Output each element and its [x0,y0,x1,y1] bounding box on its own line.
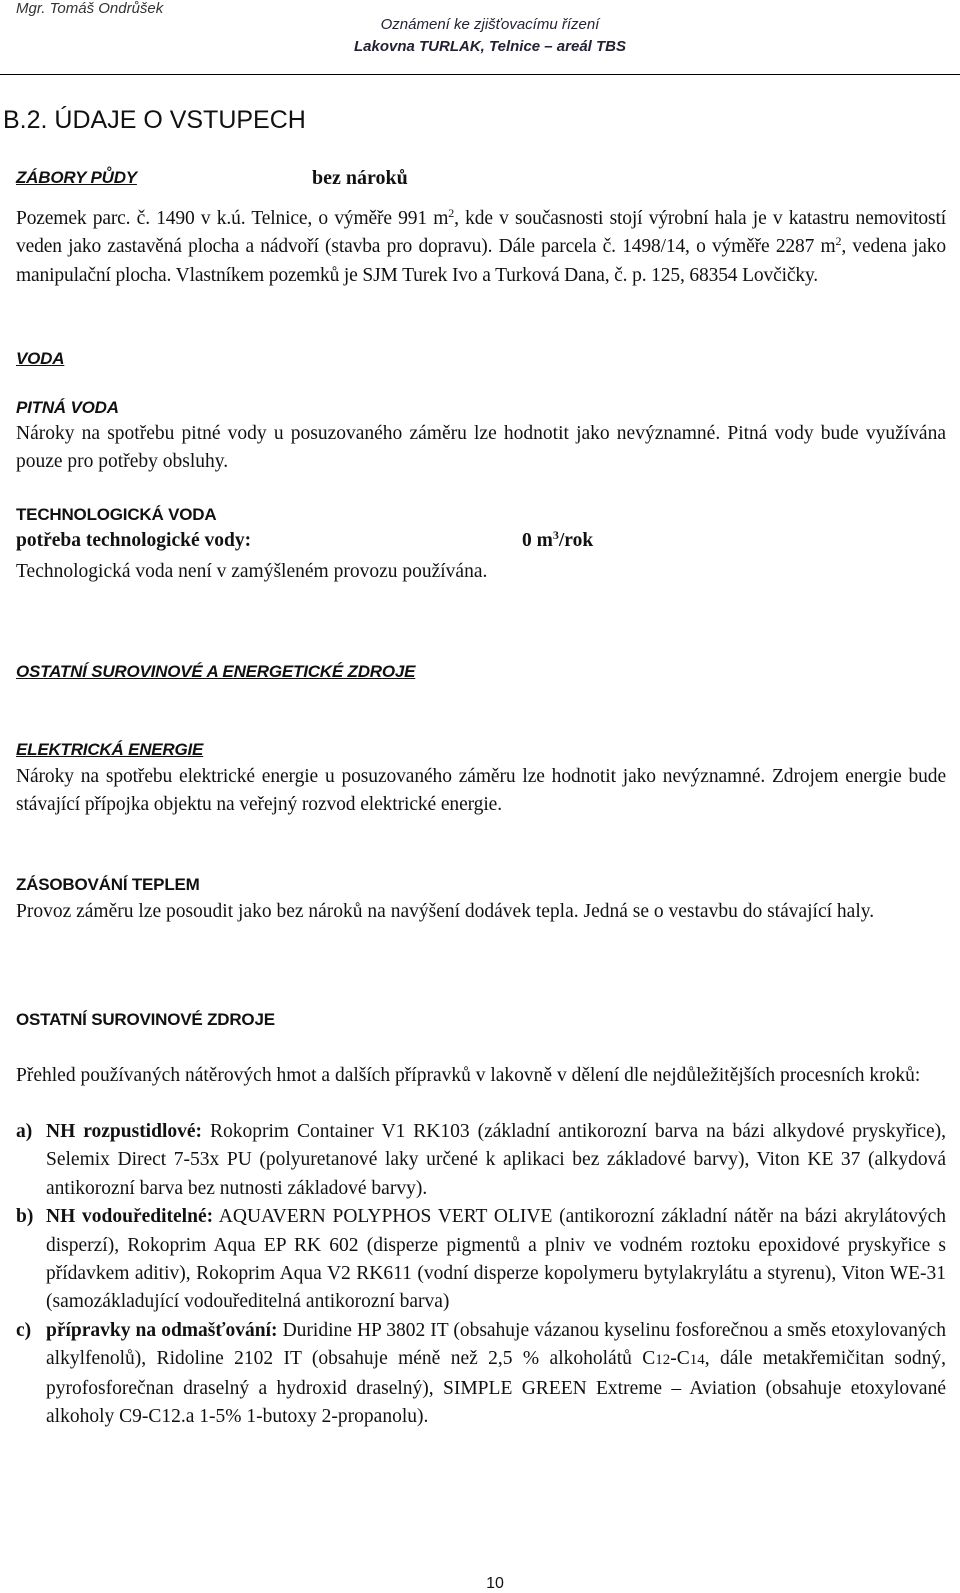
heading-zasobovani-teplem: ZÁSOBOVÁNÍ TEPLEM [16,875,200,894]
heading-ostatni-zdroje: OSTATNÍ SUROVINOVÉ A ENERGETICKÉ ZDROJE [16,662,416,681]
heading-zabory: ZÁBORY PŮDY [16,168,137,187]
list-item: a) NH rozpustidlové: Rokoprim Container V1 RK103 (základní antikorozní barva na bázi alkydové pryskyřice), Selemix Direct 7-53x PU (polyuretanové laky určené k aplikaci bez základové barvy), Viton KE 37 (alkydová antikorozní barva bez nutnosti základové barvy). [16,1121,946,1199]
tech-value: 0 $m^3$/rok [522,528,594,551]
heading-technologicka-voda: TECHNOLOGICKÁ VODA [16,505,217,524]
heading-elektricka-energie: ELEKTRICKÁ ENERGIE [16,740,204,759]
heading-voda: VODA [16,349,65,368]
suroviny-list [16,1118,946,1431]
tech-text: Technologická voda není v zamýšleném provozu používána. [16,561,488,582]
header-line-2: Lakovna TURLAK, Telnice – areál TBS [353,38,627,55]
header-author: Mgr. Tomáš Ondrůšek [16,0,164,17]
header-rule [0,74,960,75]
suroviny-intro: Přehled používaných nátěrových hmot a dalších přípravků v lakovně v dělení dle nejdůležitějších procesních kroků: [16,1065,921,1086]
header-line-1: Oznámení ke zjišťovacímu řízení [380,16,600,33]
list-item: c) přípravky na odmašťování: Duridine HP 3802 IT (obsahuje vázanou kyselinu fosforečnou a směs etoxylovaných alkylfenolů), Ridoline 2102 IT (obsahuje méně než 2,5 % alkoholátů C12-C14, dále metakřemičitan sodný, pyrofosforečnan draselný a hydroxid draselný), SIMPLE GREEN Extreme – Aviation (obsahuje etoxylované alkoholy C9-C12.a 1-5% 1-butoxy 2-propanolu). [16,1319,947,1428]
tech-label: potřeba technologické vody: [16,530,252,551]
elektricka-energie-text: Nároky na spotřebu elektrické energie u posuzovaného záměru lze hodnotit jako nevýznamné. Zdrojem energie bude stávající přípojka objektu na veřejný rozvod elektrické energie. [16,766,946,816]
header-title [320,14,660,58]
section-title: B.2. ÚDAJE O VSTUPECH [3,106,306,134]
zabory-text: Pozemek parc. č. 1490 v k.ú. Telnice, o výměře 991 $m^2$, kde v současnosti stojí výrobní hala je v katastru nemovitostí veden jako zastavěná plocha a nádvoří (stavba pro dopravu). Dále parcela č. 1498/14, o výměře 2287 $m^2$, vedena jako manipulační plocha. Vlastníkem pozemků je SJM Turek Ivo a Turková Dana, č. p. 125, 68354 Lovčičky. [16,206,946,286]
zabory-value: bez nároků [312,167,408,189]
page-number: 10 [486,1575,504,1592]
zasobovani-teplem-text: Provoz záměru lze posoudit jako bez nároků na navýšení dodávek tepla. Jedná se o vestavbu do stávající haly. [16,901,875,922]
heading-pitna-voda: PITNÁ VODA [16,398,119,417]
pitna-voda-text: Nároky na spotřebu pitné vody u posuzovaného záměru lze hodnotit jako nevýznamné. Pitná vody bude využívána pouze pro potřeby obsluhy. [16,423,946,473]
list-item: b) NH vodouředitelné: AQUAVERN POLYPHOS VERT OLIVE (antikorozní základní nátěr na bázi akrylátových disperzí), Rokoprim Aqua EP RK 602 (disperze pigmentů a plniv ve vodném roztoku epoxidové pryskyřice s přídavkem aditiv), Rokoprim Aqua V2 RK611 (vodní disperze kopolymeru bytylakrylátu a styrenu), Viton WE-31 (samozákladující vodouředitelná antikorozní barva) [16,1206,946,1313]
heading-ostatni-surovinove-zdroje: OSTATNÍ SUROVINOVÉ ZDROJE [16,1010,275,1029]
